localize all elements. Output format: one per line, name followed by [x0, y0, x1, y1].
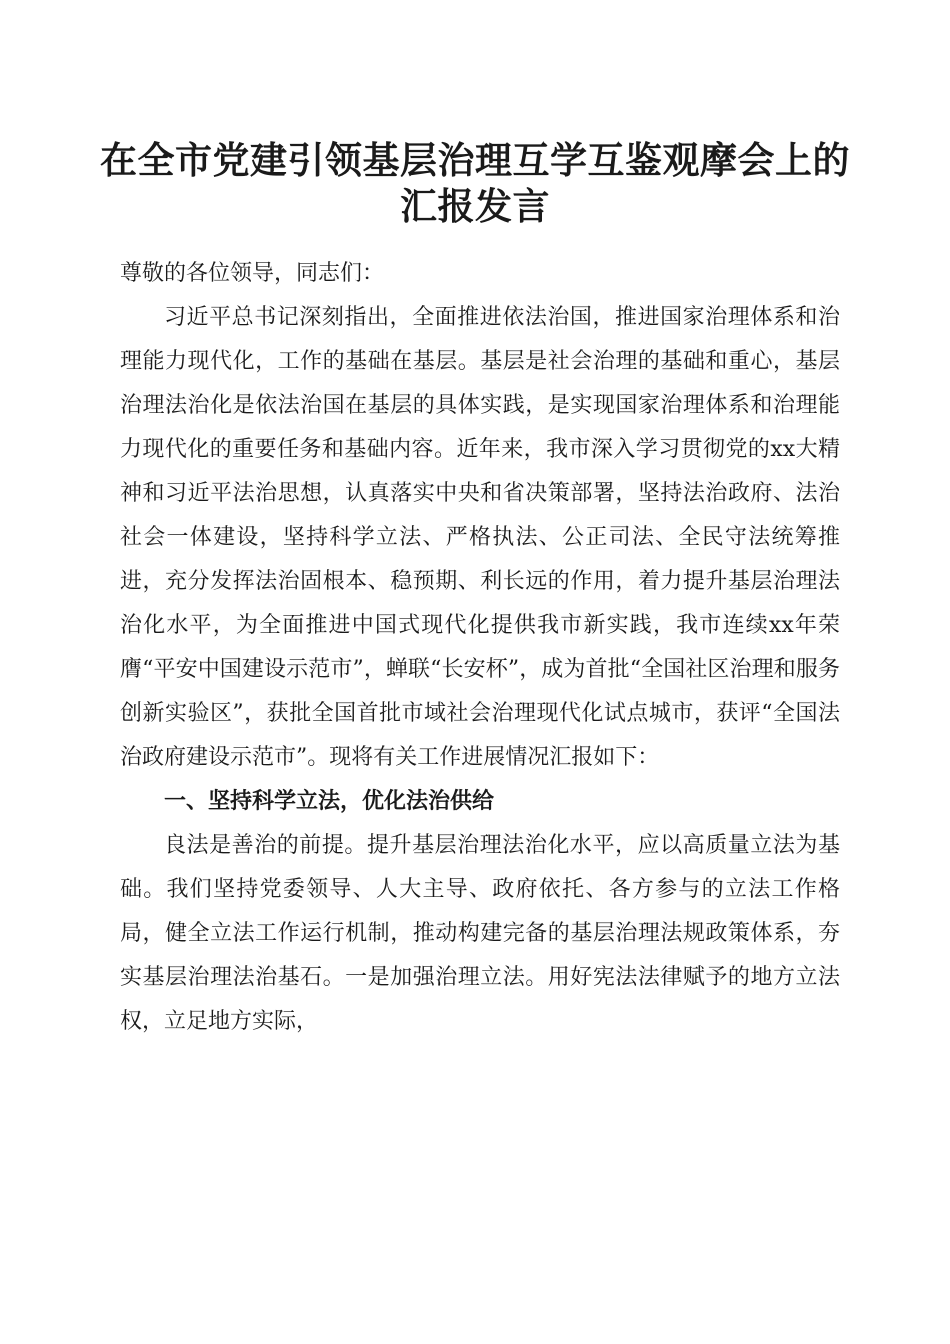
- section-heading-1: 一、坚持科学立法，优化法治供给: [164, 789, 495, 814]
- salutation: 尊敬的各位领导，同志们：: [120, 261, 385, 286]
- document-title-line-2: 汇报发言: [400, 184, 550, 228]
- document-body: [120, 252, 840, 1044]
- paragraph-intro: 习近平总书记深刻指出，全面推进依法治国，推进国家治理体系和治理能力现代化，工作的基础在基层。基层是社会治理的基础和重心，基层治理法治化是依法治国在基层的具体实践，是实现国家治理体系和治理能力现代化的重要任务和基础内容。近年来，我市深入学习贯彻党的xx大精神和习近平法治思想，认真落实中央和省决策部署，坚持法治政府、法治社会一体建设，坚持科学立法、严格执法、公正司法、全民守法统筹推进，充分发挥法治固根本、稳预期、利长远的作用，着力提升基层治理法治化水平，为全面推进中国式现代化提供我市新实践，我市连续xx年荣膺“平安中国建设示范市”，蝉联“长安杯”，成为首批“全国社区治理和服务创新实验区”，获批全国首批市域社会治理现代化试点城市，获评“全国法治政府建设示范市”。现将有关工作进展情况汇报如下：: [120, 305, 840, 770]
- paragraph-section-1: 良法是善治的前提。提升基层治理法治化水平，应以高质量立法为基础。我们坚持党委领导、人大主导、政府依托、各方参与的立法工作格局，健全立法工作运行机制，推动构建完备的基层治理法规政策体系，夯实基层治理法治基石。一是加强治理立法。用好宪法法律赋予的地方立法权，立足地方实际，: [120, 833, 840, 1034]
- document-title-line-1: 在全市党建引领基层治理互学互鉴观摩会上的: [100, 138, 850, 182]
